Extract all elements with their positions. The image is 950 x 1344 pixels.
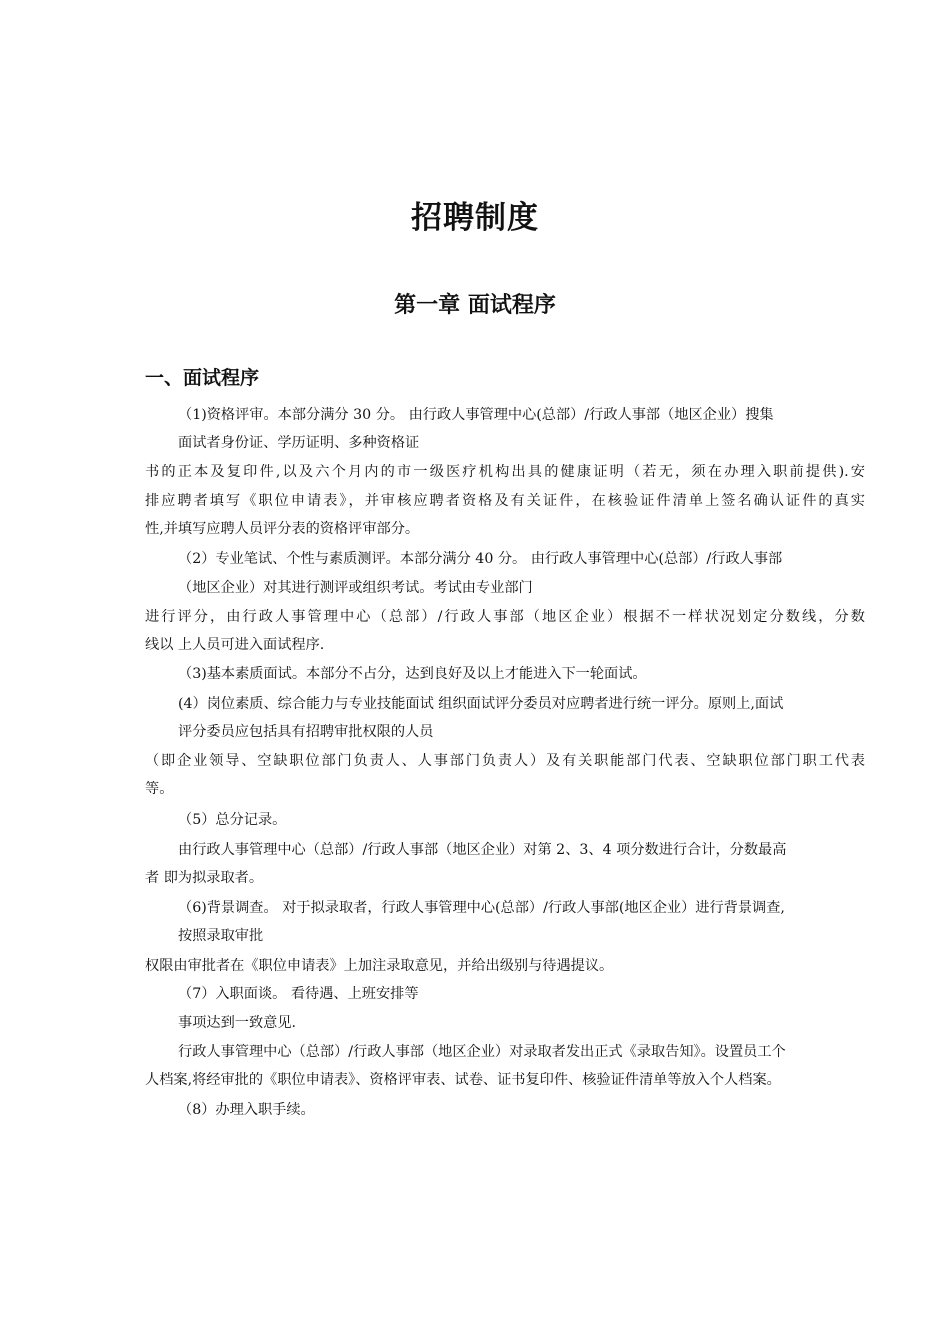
paragraph-line: 行政人事管理中心（总部）/行政人事部（地区企业）对录取者发出正式《录取告知》。设置员工个: [178, 1044, 786, 1060]
paragraph-line: 进行评分，由行政人事管理中心（总部）/行政人事部（地区企业）根据不一样状况划定分数线，分数: [145, 609, 865, 625]
paragraph-line: （5）总分记录。: [178, 812, 287, 828]
paragraph-line: 权限由审批者在《职位申请表》上加注录取意见，并给出级别与待遇提议。: [145, 958, 614, 974]
paragraph-line: 排应聘者填写《职位申请表》，并审核应聘者资格及有关证件，在核验证件清单上签名确认证件的真实: [145, 493, 865, 509]
paragraph-line: （1)资格评审。本部分满分 30 分。 由行政人事管理中心(总部）/行政人事部（地区企业）搜集: [178, 407, 774, 423]
paragraph-line: 书的正本及复印件,以及六个月内的市一级医疗机构出具的健康证明（若无，须在办理入职前提供).安: [145, 464, 865, 480]
paragraph-line: 面试者身份证、学历证明、多种资格证: [178, 435, 420, 451]
paragraph-line: 评分委员应包括具有招聘审批权限的人员: [178, 724, 434, 740]
paragraph-line: 线以 上人员可进入面试程序.: [145, 637, 325, 653]
paragraph-line: 由行政人事管理中心（总部）/行政人事部（地区企业）对第 2、3、4 项分数进行合计，分数最高: [178, 842, 787, 858]
paragraph-line: （地区企业）对其进行测评或组织考试。考试由专业部门: [178, 580, 533, 596]
paragraph-line: 者 即为拟录取者。: [145, 870, 264, 886]
paragraph-line: 人档案,将经审批的《职位申请表》、资格评审表、试卷、证书复印件、核验证件清单等放入个人档案。: [145, 1072, 781, 1088]
document-title: 招聘制度: [411, 200, 539, 236]
chapter-heading: 第一章 面试程序: [394, 293, 556, 318]
paragraph-line: 性,并填写应聘人员评分表的资格评审部分。: [145, 521, 420, 537]
paragraph-line: 事项达到一致意见.: [178, 1015, 297, 1031]
paragraph-line: 按照录取审批: [178, 928, 264, 944]
paragraph-line: （8）办理入职手续。: [178, 1102, 315, 1118]
section-heading: 一、面试程序: [145, 367, 260, 389]
paragraph-line: （即企业领导、空缺职位部门负责人、人事部门负责人）及有关职能部门代表、空缺职位部门职工代表: [145, 753, 865, 769]
paragraph-line: (4）岗位素质、综合能力与专业技能面试 组织面试评分委员对应聘者进行统一评分。原则上,面试: [178, 696, 784, 712]
paragraph-line: （7）入职面谈。 看待遇、上班安排等: [178, 986, 419, 1002]
paragraph-line: （6)背景调查。 对于拟录取者，行政人事管理中心(总部）/行政人事部(地区企业）进行背景调查,: [178, 900, 785, 916]
paragraph-line: （3)基本素质面试。本部分不占分，达到良好及以上才能进入下一轮面试。: [178, 666, 647, 682]
paragraph-line: 等。: [145, 781, 174, 797]
paragraph-line: （2）专业笔试、个性与素质测评。本部分满分 40 分。 由行政人事管理中心(总部）/行政人事部: [178, 551, 783, 567]
